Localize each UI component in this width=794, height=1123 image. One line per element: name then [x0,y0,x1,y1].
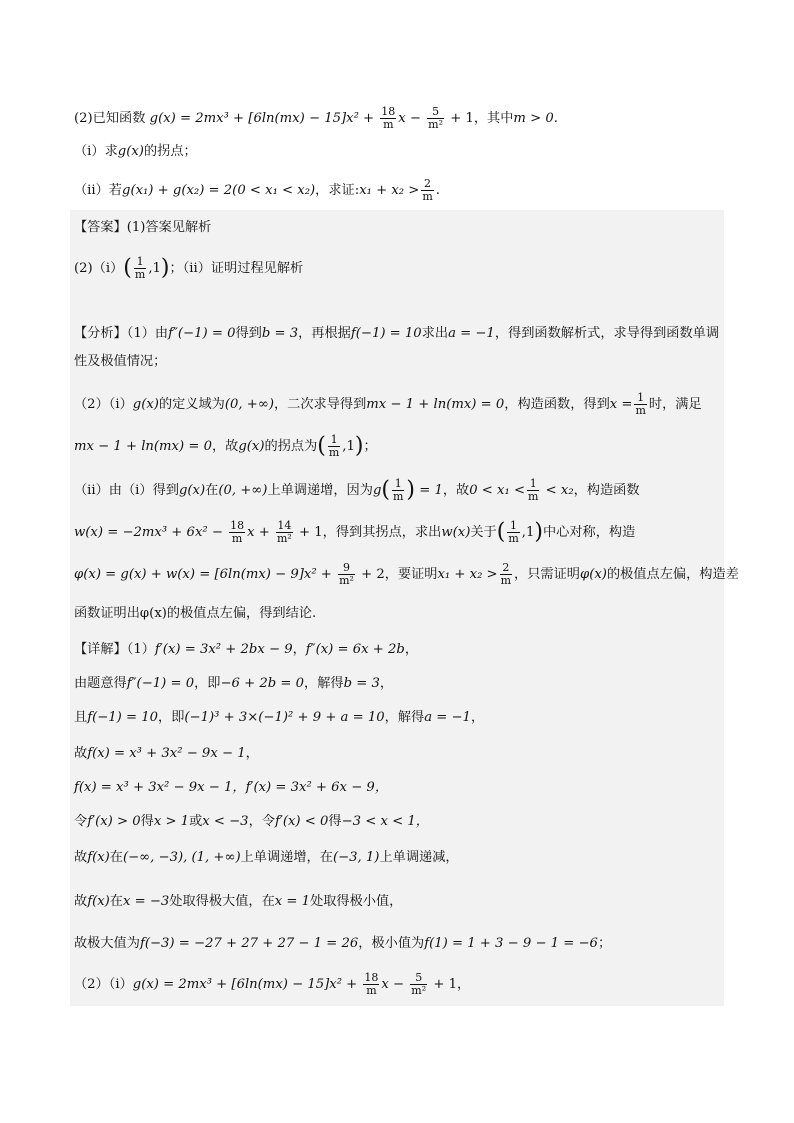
text: ，解得 [304,676,344,691]
analysis-line5 [74,478,640,503]
paren: ) [354,433,364,459]
den: m [392,490,404,503]
text: 中心对称，构造 [542,525,636,540]
text: ，求证: [315,183,360,198]
fraction [634,392,646,417]
den: m² [428,118,444,131]
text: 上单调递减， [379,850,459,865]
math: g(x) = 2mx³ + [6ln(mx) − 15]x² + [132,977,362,992]
num: 18 [364,971,379,984]
math: f(x) [87,850,110,865]
math: φ(x) = g(x) + w(x) = [6ln(mx) − 9]x² + [74,567,337,582]
den: m [328,446,340,459]
text: ，得到其拐点，求出 [322,525,442,540]
text: 或 [189,814,203,829]
num: 2 [424,177,432,190]
text: 得到 [235,326,262,341]
detail-line8 [74,892,402,912]
num: 5 [415,971,423,984]
math: m > 0. [513,111,558,126]
text: 关于 [470,525,497,540]
math: f″(x) = 6x + 2b [305,642,405,657]
detail-line2: 由题意得f″(−1) = 0，即−6 + 2b = 0，解得b = 3， [74,676,394,691]
text: （1） [126,642,155,657]
math: f(1) = 1 + 3 − 9 − 1 = −6 [424,936,598,951]
analysis-line8 [74,604,316,624]
math: (−1)³ + 3×(−1)² + 9 + a = 10 [184,710,385,725]
math: x + [247,525,274,540]
fraction [427,106,444,131]
text: 的拐点； [143,144,197,159]
math: ,1 [342,439,355,454]
answer-line1 [74,218,211,238]
math: 0 < x₁ < [469,483,526,498]
math: (0, +∞) [218,483,268,498]
fraction [276,520,293,545]
text: 的极值点左偏，构造差 [606,567,739,582]
math: g(x) [117,144,144,159]
math: f′(x) < 0 [274,814,329,829]
den: m [528,490,539,503]
text: ，只需证明 [514,567,580,582]
math: (0, +∞) [224,397,274,412]
math: −3 < x < 1， [341,814,429,829]
answer-line2 [74,256,303,281]
num: 1 [136,255,144,268]
math: x − [381,977,409,992]
den: m [134,268,146,281]
text: 故极大值为 [74,936,140,951]
math-g-def: g(x) = 2mx³ + [6ln(mx) − 15]x² + [149,111,379,126]
math: < x₂ [541,483,574,498]
text: 得 [328,814,342,829]
math: x₁ + x₂ > [359,183,420,198]
sub-question-ii: （ii）若g(x₁) + g(x₂) = 2(0 < x₁ < x₂)，求证:x₁ + x₂ > $\frac{2}{m}$ . [74,177,440,203]
text: ，即 [194,676,221,691]
num: 9 [342,561,350,574]
text: 上单调递增，在 [240,850,333,865]
text: 由题意得 [74,676,127,691]
num: 5 [432,105,440,118]
text: 函数证明出φ(x)的极值点左偏，得到结论. [74,606,317,621]
analysis-line4: mx − 1 + ln(mx) = 0，故g(x)的拐点为( $\frac{1}{m}$ ,1)； [74,433,377,459]
text: ，即 [158,710,185,725]
den: m [380,118,396,131]
text: 在 [109,850,123,865]
fraction [421,178,433,203]
math: x = −3 [122,894,170,909]
math: + 1 [294,525,323,540]
analysis-line6 [74,520,635,545]
math: w(x) = −2mx³ + 6x² − [74,525,228,540]
num: 18 [230,519,245,532]
text: 故 [74,746,88,761]
math: ,1 [148,261,161,276]
math: x > 1 [153,814,190,829]
den: m [500,574,512,587]
text: ，构造函数 [573,483,640,498]
text: 处取得极大值，在 [169,894,275,909]
paren: ( [123,255,132,281]
math: x − [398,111,426,126]
num: 14 [277,519,292,532]
text: (2)已知函数 [74,111,146,126]
text: 性及极值情况； [74,354,167,369]
text: ，要证明 [384,567,438,582]
answer-label: 【答案】 [74,220,127,235]
text: ；（ii）证明过程见解析 [169,261,304,276]
text: （2）（i） [74,977,133,992]
math: g(x₁) + g(x₂) = 2(0 < x₁ < x₂) [122,183,316,198]
detail-line9 [74,934,611,954]
text: 的拐点为 [264,439,318,454]
text: （i）求 [74,144,118,159]
problem-part2 [74,106,558,131]
text: (1)答案见解析 [126,220,212,235]
text: 故 [74,894,88,909]
fraction [380,106,396,131]
text: （ii）由（i）得到 [74,483,179,498]
fraction [410,972,427,997]
den: m [229,532,245,545]
fraction [328,434,340,459]
math: a = −1 [424,710,471,725]
math: f(x) = x³ + 3x² − 9x − 1 [87,746,246,761]
fraction [527,478,539,503]
math: w(x) [441,525,471,540]
text: 在 [205,483,219,498]
detail-line4: 故f(x) = x³ + 3x² − 9x − 1， [74,746,259,761]
math: f(x) [87,894,110,909]
math: a = −1 [448,326,495,341]
math: g(x) [132,397,159,412]
den: m [635,404,646,417]
text: （2）（i） [74,397,133,412]
paren: ) [160,255,170,281]
text: ； [597,936,612,951]
den: m [363,984,379,997]
text: （ii）若 [74,183,122,198]
text: （1）由 [126,326,169,341]
math: f(−1) = 10 [87,710,159,725]
math: g(x) [238,439,265,454]
num: 1 [330,433,338,446]
math: + 1 [446,111,474,126]
math: = 1 [415,483,443,498]
math: x = 1 [274,894,311,909]
math: (−3, 1) [332,850,380,865]
math: mx − 1 + ln(mx) = 0 [74,439,212,454]
math: mx − 1 + ln(mx) = 0 [366,397,505,412]
math: + 2 [356,567,385,582]
math: g [372,483,382,498]
text: 求出 [421,326,449,341]
text: 得 [140,814,154,829]
num: 18 [381,105,396,118]
math: −6 + 2b = 0 [220,676,305,691]
paren: ( [381,477,390,503]
math: f(−1) = 10 [350,326,422,341]
text: 的定义域为 [158,397,225,412]
math: φ(x) [579,567,607,582]
den: m [508,532,519,545]
detail-line1: 【详解】（1）f′(x) = 3x² + 2bx − 9，f″(x) = 6x + 2b， [74,642,419,657]
text: ，故 [211,439,239,454]
text: ，令 [248,814,275,829]
paren: ( [496,519,506,545]
math: f″(−1) = 0 [126,676,195,691]
text: ，得到函数解析式，求导得到函数单调 [494,326,720,341]
text: ，再根据 [298,326,351,341]
math: f(x) = x³ + 3x² − 9x − 1，f′(x) = 3x² + 6x − 9， [74,780,389,795]
detail-label: 【详解】 [74,642,127,657]
text: 令 [74,814,88,829]
paren: ( [317,433,326,459]
detail-line6 [74,812,429,832]
paren: ) [406,477,416,503]
math: b = 3 [261,326,299,341]
den: m [422,190,433,203]
fraction [338,562,355,587]
math: b = 3 [343,676,380,691]
math: + 1 [429,977,457,992]
fraction [500,562,512,587]
num: 2 [502,561,510,574]
math: x = [609,397,633,412]
den: m² [339,574,354,587]
analysis-line3 [74,392,702,417]
num: 1 [394,477,402,490]
den: m² [276,532,292,545]
detail-line5 [74,778,388,798]
fraction [392,478,404,503]
text: 上单调递增，因为 [267,483,373,498]
num: 1 [637,391,645,404]
math: f′(x) = 3x² + 2bx − 9 [154,642,293,657]
text: ，解得 [384,710,425,725]
text: ，构造函数，得到 [504,397,610,412]
num: 1 [510,519,518,532]
text: ，极小值为 [358,936,425,951]
text: 时，满足 [648,397,702,412]
fraction [363,972,379,997]
math: f″(−1) = 0 [168,326,236,341]
analysis-label: 【分析】 [74,326,127,341]
analysis-line7 [74,562,739,587]
den: m² [411,984,427,997]
text: ，故 [442,483,470,498]
math: x < −3 [202,814,249,829]
sub-question-i [74,142,197,162]
math: (−∞, −3), (1, +∞) [122,850,241,865]
math: g(x) [178,483,206,498]
text: ，二次求导得到 [273,397,367,412]
text: (2)（i） [74,261,124,276]
math: f(−3) = −27 + 27 + 27 − 1 = 26 [139,936,359,951]
fraction [229,520,245,545]
math: x₁ + x₂ > [437,567,498,582]
analysis-line2 [74,352,166,372]
paren: ) [534,519,543,545]
math: ,1 [521,525,535,540]
text: 在 [109,894,123,909]
math: f′(x) > 0 [87,814,141,829]
detail-line10: （2）（i）g(x) = 2mx³ + [6ln(mx) − 15]x² + $\frac{18}{m}$ x − $\frac{5}{\text{m²}}$ + 1， [74,971,471,997]
detail-line3: 且f(−1) = 10，即(−1)³ + 3×(−1)² + 9 + a = 10，解得a = −1， [74,710,485,725]
text: 且 [74,710,88,725]
detail-line7 [74,848,459,868]
text: 处取得极小值， [310,894,403,909]
text: ，其中 [473,111,514,126]
num: 1 [529,477,537,490]
text: 故 [74,850,88,865]
fraction [134,256,146,281]
analysis-line1 [74,324,719,344]
fraction [507,520,519,545]
